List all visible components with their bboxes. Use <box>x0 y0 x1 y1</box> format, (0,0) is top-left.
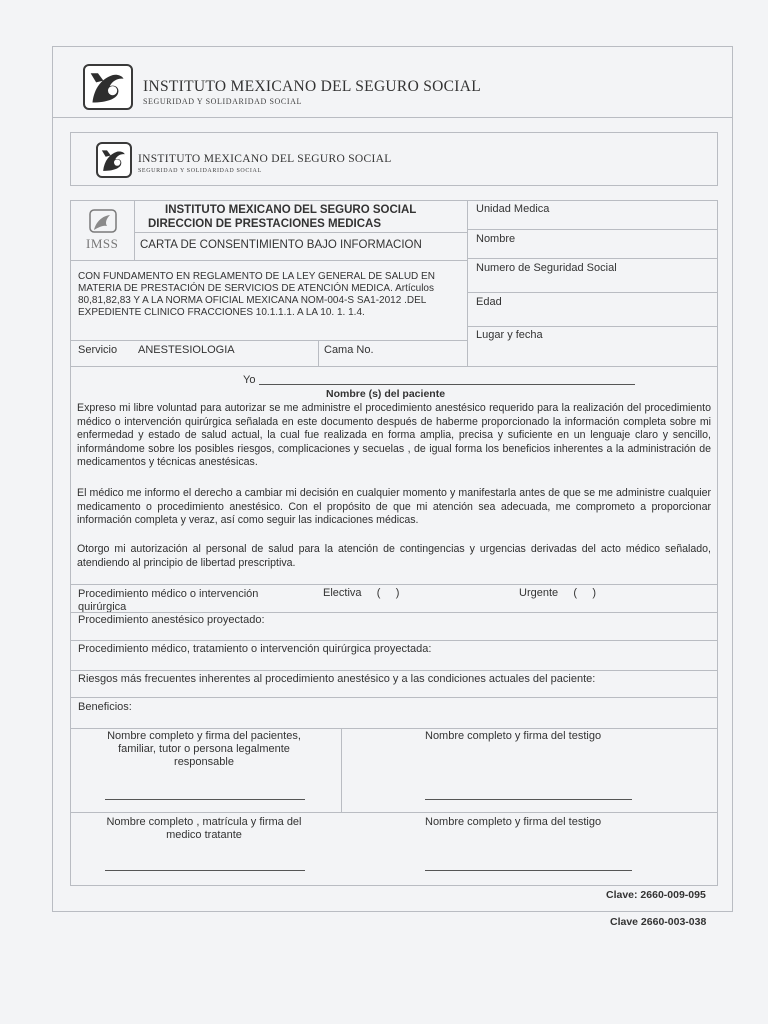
form-key-inner: Clave: 2660-009-095 <box>606 889 706 901</box>
social-security-number-field[interactable]: Numero de Seguridad Social <box>476 262 617 274</box>
medical-unit-field[interactable]: Unidad Medica <box>476 203 550 215</box>
patient-signature-line[interactable] <box>105 799 305 800</box>
doctor-signature-line[interactable] <box>105 870 305 871</box>
patient-signature-label: Nombre completo y firma del pacientes, familiar, tutor o persona legalmente responsable <box>107 730 301 768</box>
treatment-field[interactable]: Procedimiento médico, tratamiento o intervención quirúrgica proyectada: <box>78 643 432 655</box>
consent-paragraph-3: Otorgo mi autorización al personal de salud para la atención de contingencias y urgencias derivadas del acto médico señalado, atendiendo al principio de libertad prescriptiva. <box>77 543 711 569</box>
benefits-field[interactable]: Beneficios: <box>78 701 132 713</box>
inner-institution-title: INSTITUTO MEXICANO DEL SEGURO SOCIAL <box>138 153 392 165</box>
yo-label: Yo <box>243 374 256 386</box>
form-institution: INSTITUTO MEXICANO DEL SEGURO SOCIAL <box>165 204 417 216</box>
imss-logo-small-icon <box>96 142 132 178</box>
consent-paragraph-1: Expreso mi libre voluntad para autorizar se me administre el procedimiento anestésico requerido para la realización del procedimiento médico o intervención quirúrgica señalada en este documento después de haberme proporcionado la información completa sobre mi enfermedad y estado de salud actual, la cual fue realizada en forma amplia, precisa y suficiente en un lenguaje claro y sencillo, informándome sobre los posibles riesgos, complicaciones y secuelas , de igual forma los beneficios inherentes a la administración de medicamentos y técnicas anestésicas. <box>77 402 711 469</box>
divider <box>70 812 718 813</box>
imss-logo-icon <box>83 64 133 110</box>
divider <box>341 728 342 812</box>
divider <box>70 728 718 729</box>
divider <box>70 697 718 698</box>
divider <box>70 584 718 585</box>
witness-2-signature-label: Nombre completo y firma del testigo <box>425 816 602 828</box>
patient-name-line[interactable] <box>259 384 635 385</box>
doctor-signature-label: Nombre completo , matrícula y firma del medico tratante <box>106 816 302 841</box>
divider <box>467 326 718 327</box>
divider <box>467 292 718 293</box>
witness-2-signature-line[interactable] <box>425 870 632 871</box>
outer-institution-title: INSTITUTO MEXICANO DEL SEGURO SOCIAL <box>143 78 482 95</box>
inner-institution-subtitle: SEGURIDAD Y SOLIDARIDAD SOCIAL <box>138 168 262 174</box>
witness-1-signature-line[interactable] <box>425 799 632 800</box>
form-direction: DIRECCION DE PRESTACIONES MEDICAS <box>148 218 382 230</box>
form-title: CARTA DE CONSENTIMIENTO BAJO INFORMACION <box>140 239 422 251</box>
name-field[interactable]: Nombre <box>476 233 516 245</box>
service-label: Servicio <box>78 344 118 356</box>
outer-header-divider <box>52 117 733 118</box>
divider <box>70 366 718 367</box>
witness-1-signature-label: Nombre completo y firma del testigo <box>425 730 602 742</box>
bed-number-label: Cama No. <box>324 344 374 356</box>
divider <box>70 340 467 341</box>
divider <box>70 640 718 641</box>
legal-basis-text: CON FUNDAMENTO EN REGLAMENTO DE LA LEY GENERAL DE SALUD EN MATERIA DE PRESTACIÓN DE SERVICIOS DE ATENCIÓN MEDICA. Artículos 80,81,82,83 Y A LA NORMA OFICIAL MEXICANA NOM-004-S SA1-2012 .DEL EXPEDIENTE CLINICO FRACCIONES 10.1.1.1. A LA 10. 1. 1.4. <box>78 271 435 318</box>
divider <box>467 258 718 259</box>
consent-paragraph-2: El médico me informo el derecho a cambiar mi decisión en cualquier momento y manifestarla antes de que se me administre cualquier medicamento o procedimiento anestésico. Con el propósito de que mi atención sea adecuada, me comprometo a proporcionar información completa y veraz, así como seguir las indicaciones médicas. <box>77 487 711 527</box>
divider <box>467 229 718 230</box>
age-field[interactable]: Edad <box>476 296 502 308</box>
imss-emblem-text: IMSS <box>86 236 119 251</box>
patient-name-caption: Nombre (s) del paciente <box>326 388 446 400</box>
urgent-checkbox[interactable]: Urgente ( ) <box>519 587 597 599</box>
service-value: ANESTESIOLOGIA <box>138 344 235 356</box>
divider <box>134 200 135 260</box>
divider <box>70 670 718 671</box>
anesthetic-procedure-field[interactable]: Procedimiento anestésico proyectado: <box>78 614 265 626</box>
outer-institution-subtitle: SEGURIDAD Y SOLIDARIDAD SOCIAL <box>143 97 302 106</box>
divider <box>318 340 319 366</box>
divider <box>70 260 467 261</box>
header-right-column-divider <box>467 200 468 366</box>
form-key-outer: Clave 2660-003-038 <box>610 916 707 928</box>
divider <box>134 232 467 233</box>
risks-field[interactable]: Riesgos más frecuentes inherentes al procedimiento anestésico y a las condiciones actuales del paciente: <box>78 673 596 685</box>
procedure-label: Procedimiento médico o intervención quirúrgica <box>78 588 259 613</box>
divider <box>70 612 718 613</box>
elective-checkbox[interactable]: Electiva ( ) <box>323 587 400 599</box>
place-date-field[interactable]: Lugar y fecha <box>476 329 543 341</box>
